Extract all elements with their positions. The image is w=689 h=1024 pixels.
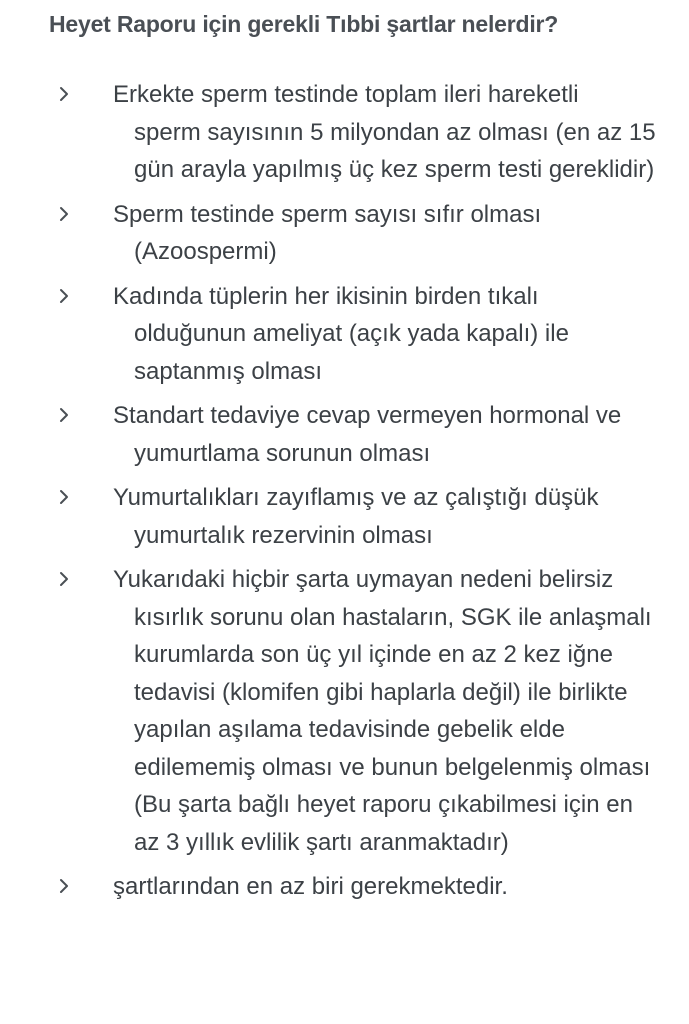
list-item-first-line: Standart tedaviye cevap vermeyen hormonal ve xyxy=(113,402,622,429)
list-item-first-line: Yumurtalıkları zayıflamış ve az çalıştığı düşük xyxy=(113,484,599,511)
list-item xyxy=(0,868,689,906)
chevron-right-icon xyxy=(55,486,73,508)
list-item xyxy=(0,397,689,472)
list-item-continuation: yumurtlama sorunun olması xyxy=(134,439,431,467)
requirements-list xyxy=(0,76,689,913)
chevron-right-icon xyxy=(55,875,73,897)
list-item-continuation: yumurtalık rezervinin olması xyxy=(134,521,433,549)
chevron-right-icon xyxy=(55,568,73,590)
list-item xyxy=(0,196,689,271)
page-heading: Heyet Raporu için gerekli Tıbbi şartlar nelerdir? xyxy=(49,11,559,37)
list-item-continuation: (Azoospermi) xyxy=(134,238,277,265)
list-item xyxy=(0,561,689,861)
list-item-first-line: Yukarıdaki hiçbir şarta uymayan nedeni belirsiz xyxy=(113,566,614,593)
list-item xyxy=(0,479,689,554)
chevron-right-icon xyxy=(55,203,73,225)
list-item-continuation: kısırlık sorunu olan hastaların, SGK ile anlaşmalı kurumlarda son üç yıl içinde en az 2 kez iğne tedavisi (klomifen gibi haplarla değil) ile birlikte yapılan aşılama tedavisinde gebelik elde edilememiş olması ve bunun belgelenmiş olması (Bu şarta bağlı heyet raporu çıkabilmesi için en az 3 yıllık evlilik şartı aranmaktadır) xyxy=(134,603,652,856)
list-item xyxy=(0,76,689,189)
list-item-continuation: olduğunun ameliyat (açık yada kapalı) ile saptanmış olması xyxy=(134,320,569,385)
chevron-right-icon xyxy=(55,83,73,105)
list-item xyxy=(0,278,689,391)
list-item-first-line: Sperm testinde sperm sayısı sıfır olması xyxy=(113,200,542,228)
list-item-first-line: Erkekte sperm testinde toplam ileri hareketli xyxy=(113,81,579,108)
list-item-first-line: Kadında tüplerin her ikisinin birden tıkalı xyxy=(113,282,539,310)
list-item-continuation: sperm sayısının 5 milyondan az olması (en az 15 gün arayla yapılmış üç kez sperm testi gereklidir) xyxy=(134,118,656,183)
chevron-right-icon xyxy=(55,404,73,426)
chevron-right-icon xyxy=(55,285,73,307)
list-item-first-line: şartlarından en az biri gerekmektedir. xyxy=(113,873,508,900)
